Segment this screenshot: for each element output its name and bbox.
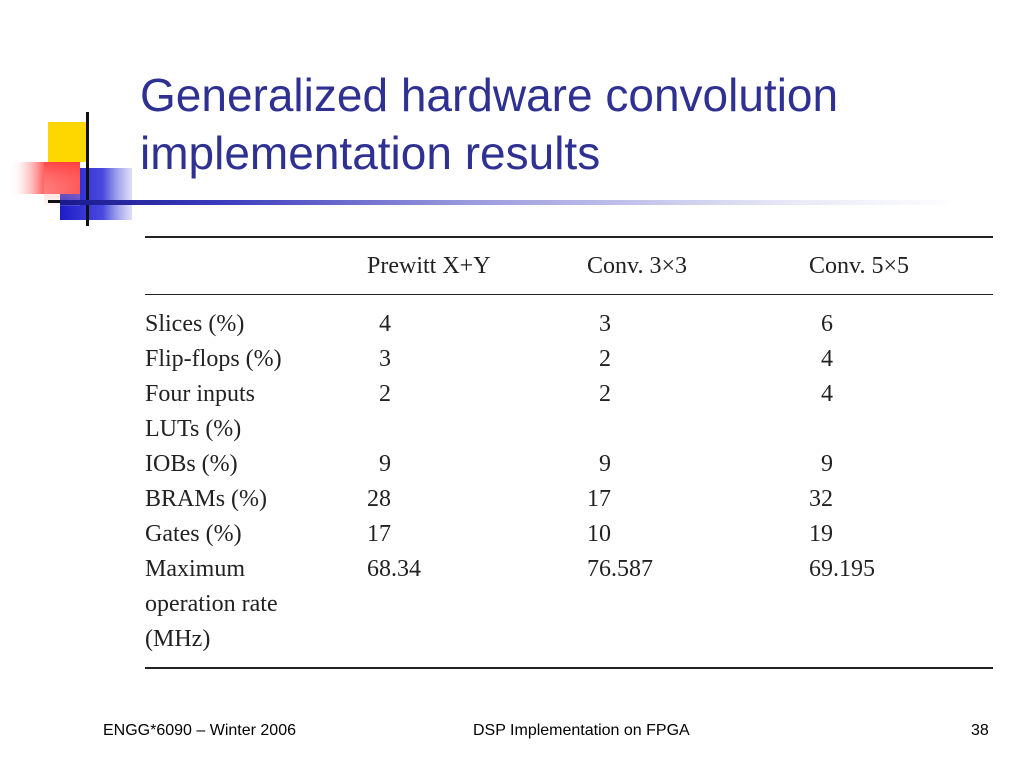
row-label: Gates (%)	[145, 521, 242, 547]
cell-value: 2	[599, 346, 611, 372]
cell-value: 17	[587, 486, 611, 512]
row-label: Flip-flops (%)	[145, 346, 282, 372]
cell-value: 6	[821, 311, 833, 337]
cell-value: 2	[379, 381, 391, 407]
table-row	[145, 342, 993, 377]
row-label: Four inputs LUTs (%)	[145, 381, 256, 442]
cell-value: 4	[379, 311, 391, 337]
cell-value: 3	[599, 311, 611, 337]
table-row	[145, 552, 993, 668]
cell-value: 4	[821, 381, 833, 407]
table-row	[145, 377, 993, 447]
cell-value: 69.195	[809, 556, 875, 582]
table-row	[145, 517, 993, 552]
cell-value: 9	[379, 451, 391, 477]
cell-value: 28	[367, 486, 391, 512]
cell-value: 19	[809, 521, 833, 547]
row-label: IOBs (%)	[145, 451, 238, 477]
cell-value: 32	[809, 486, 833, 512]
title-line-2: implementation results	[140, 127, 601, 179]
cell-value: 4	[821, 346, 833, 372]
title-line-1: Generalized hardware convolution	[140, 69, 839, 121]
cell-value: 17	[367, 521, 391, 547]
cell-value: 76.587	[587, 556, 653, 582]
cell-value: 9	[821, 451, 833, 477]
cell-value: 10	[587, 521, 611, 547]
yellow-square	[48, 122, 86, 162]
header-conv-3x3: Conv. 3×3	[587, 252, 687, 279]
header-prewitt: Prewitt X+Y	[367, 252, 491, 279]
slide-number: 38	[971, 722, 989, 739]
table-row	[145, 447, 993, 482]
table-row	[145, 482, 993, 517]
row-label: Maximum operation rate (MHz)	[145, 556, 278, 652]
table-row	[145, 295, 993, 343]
footer-course: ENGG*6090 – Winter 2006	[103, 722, 296, 739]
row-label: BRAMs (%)	[145, 486, 268, 512]
cell-value: 3	[379, 346, 391, 372]
footer-topic: DSP Implementation on FPGA	[473, 722, 690, 739]
cell-value: 68.34	[367, 556, 421, 582]
row-label: Slices (%)	[145, 311, 245, 337]
cell-value: 2	[599, 381, 611, 407]
slide-title	[140, 66, 838, 182]
header-conv-5x5: Conv. 5×5	[809, 252, 909, 279]
vertical-black-line	[86, 112, 89, 226]
title-underline-gradient	[60, 200, 960, 205]
header-empty	[145, 237, 367, 295]
table-header-row	[145, 237, 993, 295]
results-table-wrapper	[145, 236, 993, 669]
cell-value: 9	[599, 451, 611, 477]
results-table	[145, 236, 993, 669]
